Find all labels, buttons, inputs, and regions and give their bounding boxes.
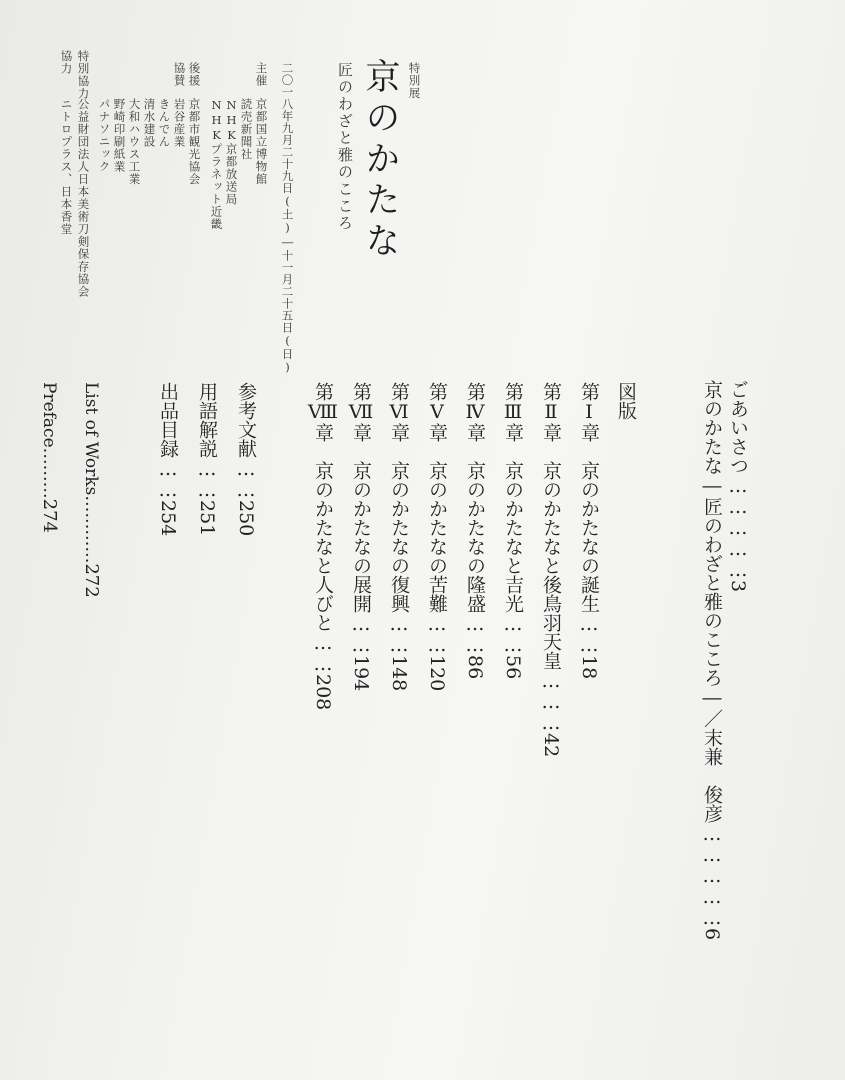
toc-leader: …… [235, 458, 257, 500]
chapter-page: 148 [388, 655, 410, 692]
toc-mokuroku-title: 出品目録 [157, 382, 179, 458]
chapter-label: 第Ⅱ章 [540, 382, 562, 442]
chapter-page: 56 [502, 655, 524, 680]
koen-item: 京都市観光協会 [187, 98, 202, 186]
chapter-page: 120 [426, 655, 448, 692]
toc-essay[interactable] [702, 380, 721, 940]
chapter-label: 第Ⅲ章 [502, 382, 524, 442]
shusai-item-1: 京都国立博物館 [254, 98, 269, 186]
chapter-title: 京のかたなと人びと [312, 461, 334, 632]
toc-yogo[interactable] [197, 382, 216, 536]
toc-preface-page: 274 [39, 498, 60, 533]
toc-chapter-8[interactable] [313, 382, 332, 710]
kyosan-label: 協賛 [172, 62, 187, 87]
toc-leader: …… [464, 613, 486, 655]
chapter-label: 第Ⅶ章 [350, 382, 372, 442]
toc-essay-page: 6 [701, 928, 723, 941]
chapter-title: 京のかたなの隆盛 [464, 461, 486, 613]
toc-chapter-2[interactable] [541, 382, 560, 757]
chapter-title: 京のかたなの展開 [350, 461, 372, 613]
toc-zuhan: 図版 [615, 382, 637, 420]
shusai-label: 主催 [254, 62, 269, 87]
toc-bunken[interactable] [236, 382, 255, 536]
toc-leader: ……… [39, 447, 59, 499]
toc-leader: …………… [727, 475, 749, 580]
shusai-item-3: NHK京都放送局 [224, 98, 239, 206]
toc-yogo-title: 用語解説 [196, 382, 218, 458]
chapter-title: 京のかたなと後鳥羽天皇 [540, 461, 562, 670]
kyosan-item-6: パナソニック [97, 98, 112, 173]
shusai-item-2: 読売新聞社 [239, 98, 254, 161]
toc-mokuroku[interactable] [158, 382, 177, 536]
toc-mokuroku-page: 254 [157, 500, 179, 537]
kyoryoku-item: ニトロプラス、日本香堂 [59, 98, 74, 236]
toc-aisatsu-page: 3 [727, 580, 749, 593]
kyosan-item-2: きんでん [157, 98, 172, 148]
chapter-page: 208 [312, 674, 334, 711]
chapter-label: 第Ⅴ章 [426, 382, 448, 442]
chapter-page: 18 [578, 655, 600, 680]
chapter-label: 第Ⅷ章 [312, 382, 334, 442]
shusai-item-4: NHKプラネット近畿 [209, 98, 224, 231]
page-title: 京のかたな [360, 58, 400, 263]
toc-leader: …………… [701, 823, 723, 928]
toc-leader: …… [578, 613, 600, 655]
kyosan-item-4: 大和ハウス工業 [127, 98, 142, 186]
toc-leader: …… [426, 613, 448, 655]
toc-chapter-4[interactable] [465, 382, 484, 679]
toc-chapter-5[interactable] [427, 382, 446, 691]
chapter-title: 京のかたなと吉光 [502, 461, 524, 613]
toc-preface[interactable] [40, 382, 58, 533]
toc-leader: ………… [81, 495, 101, 564]
toc-leader: …… [312, 632, 334, 674]
kyosan-item-3: 清水建設 [142, 98, 157, 148]
toc-bunken-title: 参考文献 [235, 382, 257, 458]
toc-list-of-works-page: 272 [81, 563, 102, 598]
toc-list-of-works[interactable] [82, 382, 100, 598]
koen-label: 後援 [187, 62, 202, 87]
toc-leader: …… [157, 458, 179, 500]
exhibition-dates: 二〇一八年九月二十九日(土)―十一月二十五日(日) [280, 62, 295, 375]
kyosan-item-5: 野崎印刷紙業 [112, 98, 127, 173]
toc-aisatsu[interactable] [728, 380, 747, 592]
chapter-title: 京のかたなの苦難 [426, 461, 448, 613]
toc-chapter-6[interactable] [389, 382, 408, 691]
chapter-page: 42 [540, 733, 562, 758]
chapter-label: 第Ⅰ章 [578, 382, 600, 442]
tokubetsu-kyoryoku-label: 特別協力 [76, 50, 91, 100]
toc-leader: …… [196, 458, 218, 500]
toc-yogo-page: 251 [196, 500, 218, 537]
toc-bunken-page: 250 [235, 500, 257, 537]
toc-chapter-7[interactable] [351, 382, 370, 691]
toc-leader: …… [388, 613, 410, 655]
toc-leader: …… [350, 613, 372, 655]
toc-preface-title: Preface [39, 382, 59, 448]
kyoryoku-label: 協力 [59, 50, 74, 75]
tokubetsu-label: 特別展 [407, 62, 422, 100]
chapter-title: 京のかたなの復興 [388, 461, 410, 613]
toc-aisatsu-title: ごあいさつ [727, 380, 749, 475]
tokubetsu-kyoryoku-item: 公益財団法人日本美術刀剣保存協会 [76, 98, 91, 298]
toc-chapter-3[interactable] [503, 382, 522, 679]
toc-essay-title: 京のかたな―匠のわざと雅のこころ―／末兼 俊彦 [701, 380, 723, 823]
kyosan-item-1: 岩谷産業 [172, 98, 187, 148]
page-subtitle: 匠のわざと雅のこころ [336, 62, 354, 232]
chapter-title: 京のかたなの誕生 [578, 461, 600, 613]
chapter-page: 86 [464, 655, 486, 680]
chapter-label: 第Ⅵ章 [388, 382, 410, 442]
toc-chapter-1[interactable] [579, 382, 598, 679]
toc-list-of-works-title: List of Works [81, 382, 101, 496]
toc-leader: …… [502, 613, 524, 655]
chapter-label: 第Ⅳ章 [464, 382, 486, 442]
chapter-page: 194 [350, 655, 372, 692]
toc-leader: ……… [540, 670, 562, 733]
